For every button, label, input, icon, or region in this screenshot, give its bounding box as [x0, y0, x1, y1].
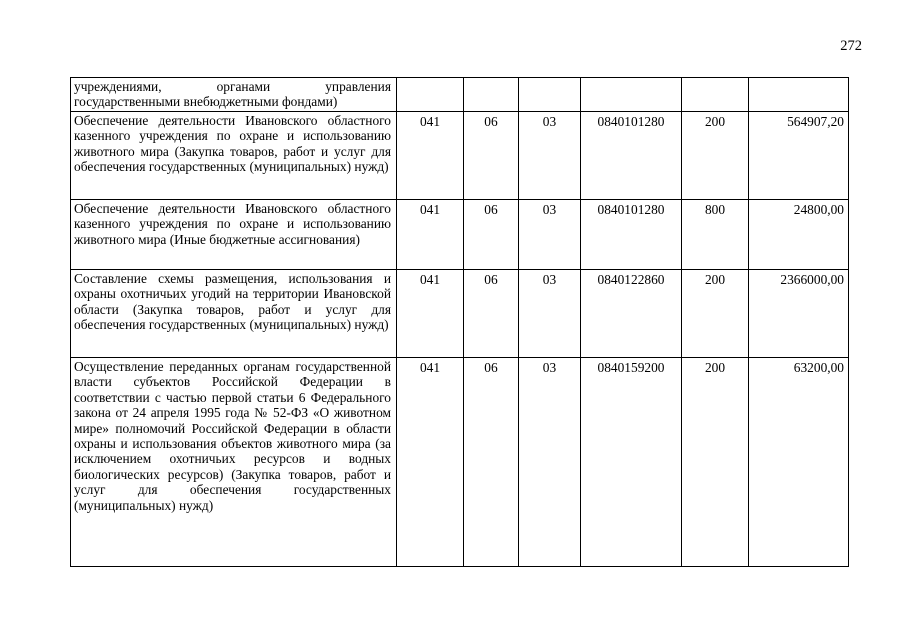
row-name-cell: учреждениями, органами управления государственными внебюджетными фондами) [71, 78, 397, 112]
table-row [71, 270, 849, 358]
table-row [71, 200, 849, 270]
expense-type-cell: 200 [682, 270, 749, 358]
section-code-cell: 06 [464, 200, 519, 270]
page-number: 272 [840, 38, 862, 54]
subsection-code-cell: 03 [519, 358, 581, 567]
expense-type-cell: 200 [682, 358, 749, 567]
table-row [71, 112, 849, 200]
target-article-cell: 0840101280 [581, 112, 682, 200]
section-code-cell [464, 78, 519, 112]
ministry-code-cell: 041 [397, 200, 464, 270]
row-name-cell: Обеспечение деятельности Ивановского областного казенного учреждения по охране и использованию животного мира (Закупка товаров, работ и услуг для обеспечения государственных (муниципальных) нужд) [71, 112, 397, 200]
target-article-cell: 0840159200 [581, 358, 682, 567]
subsection-code-cell [519, 78, 581, 112]
budget-table [70, 77, 849, 567]
amount-cell: 24800,00 [749, 200, 849, 270]
table-row [71, 358, 849, 567]
ministry-code-cell: 041 [397, 358, 464, 567]
target-article-cell: 0840101280 [581, 200, 682, 270]
ministry-code-cell: 041 [397, 112, 464, 200]
row-name-cell: Осуществление переданных органам государственной власти субъектов Российской Федерации в соответствии с частью первой статьи 6 Федерального закона от 24 апреля 1995 года № 52-ФЗ «О животном мире» полномочий Российской Федерации в области охраны и использования объектов животного мира (за исключением охотничьих ресурсов и водных биологических ресурсов) (Закупка товаров, работ и услуг для обеспечения государственных (муниципальных) нужд) [71, 358, 397, 567]
section-code-cell: 06 [464, 358, 519, 567]
subsection-code-cell: 03 [519, 112, 581, 200]
section-code-cell: 06 [464, 270, 519, 358]
target-article-cell [581, 78, 682, 112]
table-row [71, 78, 849, 112]
section-code-cell: 06 [464, 112, 519, 200]
target-article-cell: 0840122860 [581, 270, 682, 358]
ministry-code-cell [397, 78, 464, 112]
subsection-code-cell: 03 [519, 270, 581, 358]
amount-cell: 564907,20 [749, 112, 849, 200]
expense-type-cell: 200 [682, 112, 749, 200]
row-name-cell: Обеспечение деятельности Ивановского областного казенного учреждения по охране и использованию животного мира (Иные бюджетные ассигнования) [71, 200, 397, 270]
amount-cell: 2366000,00 [749, 270, 849, 358]
ministry-code-cell: 041 [397, 270, 464, 358]
amount-cell [749, 78, 849, 112]
row-name-cell: Составление схемы размещения, использования и охраны охотничьих угодий на территории Ивановской области (Закупка товаров, работ и услуг для обеспечения государственных (муниципальных) нужд) [71, 270, 397, 358]
expense-type-cell [682, 78, 749, 112]
amount-cell: 63200,00 [749, 358, 849, 567]
subsection-code-cell: 03 [519, 200, 581, 270]
expense-type-cell: 800 [682, 200, 749, 270]
